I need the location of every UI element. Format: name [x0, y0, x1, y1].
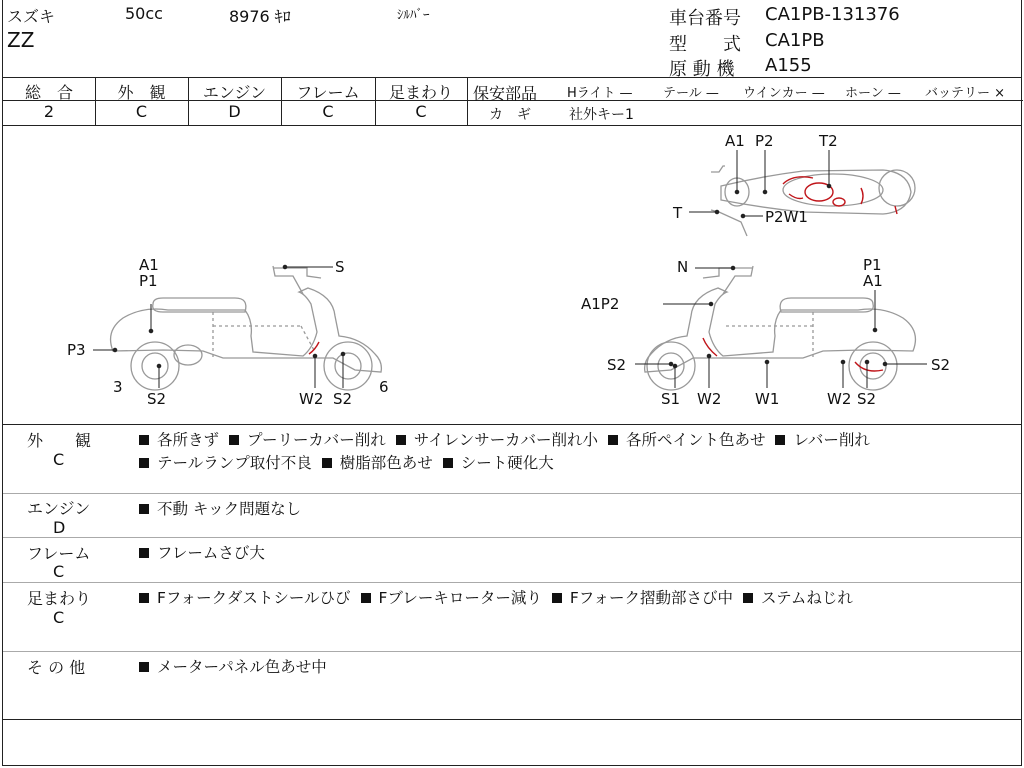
diag-label: W2	[827, 390, 852, 408]
note-grade: D	[53, 518, 66, 537]
note-line: フレームさび大	[139, 541, 275, 563]
diag-label: 3	[113, 378, 123, 396]
note-category: フレーム	[27, 544, 91, 563]
diag-label: T2	[819, 132, 838, 150]
grade-label-exterior: 外 観	[117, 83, 166, 102]
displacement: 50cc	[125, 4, 163, 23]
maker: スズキ	[7, 7, 56, 26]
safety-horn: ホーン —	[845, 86, 901, 101]
engine-value: A155	[765, 55, 812, 76]
grade-value-engine: D	[228, 102, 241, 121]
damage-marks	[309, 177, 897, 371]
engine-label: 原 動 機	[669, 59, 735, 80]
safety-tail: テール —	[663, 86, 719, 101]
grade-value-overall: 2	[43, 102, 55, 121]
diag-label: A1P2	[581, 295, 620, 313]
diag-label: A1	[863, 272, 883, 290]
diag-label: S2	[147, 390, 167, 408]
chassis-label: 車台番号	[669, 8, 741, 29]
diag-label: S2	[333, 390, 353, 408]
diag-label: A1	[725, 132, 745, 150]
damage-diagram	[3, 126, 1021, 424]
diag-label: W1	[755, 390, 780, 408]
grade-label-overall: 総 合	[24, 83, 73, 102]
diag-label: W2	[697, 390, 722, 408]
diag-label: A1	[139, 256, 159, 274]
divider	[3, 77, 1021, 78]
note-category: そ の 他	[27, 658, 86, 677]
diag-label: W2	[299, 390, 324, 408]
safety-title: 保安部品	[473, 84, 538, 103]
note-category: 外 観	[27, 431, 92, 450]
safety-hlight: Hライト —	[567, 86, 633, 101]
diag-label: P1	[139, 272, 158, 290]
diag-label: P2	[755, 132, 774, 150]
mileage: 8976 ｷﾛ	[229, 7, 291, 26]
diag-label: S2	[857, 390, 877, 408]
diag-label: S1	[661, 390, 681, 408]
note-grade: C	[53, 450, 65, 469]
note-category: 足まわり	[27, 589, 92, 608]
note-line: テールランプ取付不良 樹脂部色あせ シート硬化大	[139, 451, 564, 473]
inspection-sheet	[2, 0, 1022, 766]
body-color: ｼﾙﾊﾞｰ	[397, 8, 430, 23]
grade-value-suspension: C	[415, 102, 427, 121]
note-line: Fフォークダストシールひび Fブレーキローター減り Fフォーク摺動部さび中 ステムねじれ	[139, 586, 863, 608]
type-label: 型 式	[669, 34, 741, 55]
note-category: エンジン	[27, 499, 91, 518]
note-line: 各所きず プーリーカバー削れ サイレンサーカバー削れ小 各所ペイント色あせ レバー削れ	[139, 428, 880, 450]
key-label: カ ギ	[489, 107, 531, 123]
type-value: CA1PB	[765, 30, 825, 51]
chassis-value: CA1PB-131376	[765, 4, 900, 25]
note-grade: C	[53, 608, 65, 627]
diag-label: S2	[607, 356, 627, 374]
grade-value-frame: C	[322, 102, 334, 121]
diag-label: S	[335, 258, 345, 276]
diag-label: 6	[379, 378, 389, 396]
diag-label: N	[677, 258, 689, 276]
diag-label: S2	[931, 356, 951, 374]
diag-label: T	[673, 204, 683, 222]
safety-winker: ウインカー —	[743, 86, 825, 101]
diag-label: P1	[863, 256, 882, 274]
grade-label-engine: エンジン	[202, 83, 267, 102]
scooter-top-view	[711, 166, 915, 236]
diag-label: P3	[67, 341, 86, 359]
note-line: 不動 キック問題なし	[139, 497, 311, 519]
grade-value-exterior: C	[135, 102, 148, 121]
safety-battery: バッテリー ×	[925, 86, 1006, 101]
grade-label-suspension: 足まわり	[388, 83, 453, 102]
note-line: メーターパネル色あせ中	[139, 655, 337, 677]
note-grade: C	[53, 562, 65, 581]
grade-label-frame: フレーム	[296, 83, 360, 102]
diag-label: P2W1	[765, 208, 808, 226]
key-value: 社外キー1	[569, 107, 634, 123]
model-name: ZZ	[7, 28, 35, 52]
